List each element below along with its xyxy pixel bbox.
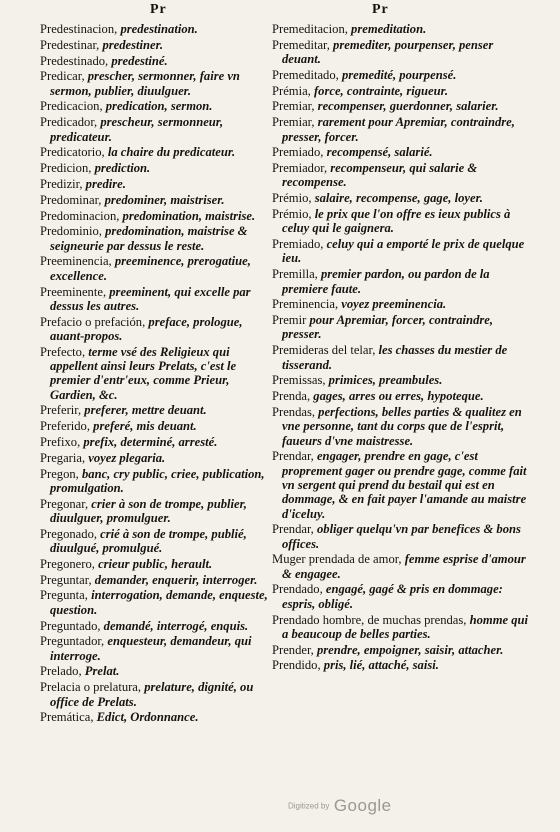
entry-translation: femme esprise d'amour & engagee. [282, 552, 526, 581]
entry-headword: Preguntador, [40, 634, 108, 649]
dictionary-entry [272, 191, 530, 205]
entry-translation: salaire, recompense, gage, loyer. [314, 191, 483, 206]
dictionary-entry [272, 658, 530, 672]
entry-translation: premier pardon, ou pardon de la premiere faute. [282, 267, 490, 296]
entry-headword: Pregonado, [40, 526, 101, 541]
dictionary-entry [40, 209, 268, 223]
entry-headword: Prendar, [272, 449, 317, 464]
dictionary-entry [40, 345, 268, 402]
entry-headword: Prendido, [272, 658, 324, 673]
entry-translation: preface, prologue, auant-propos. [50, 314, 243, 343]
entry-translation: la chaire du predicateur. [107, 145, 236, 160]
entry-headword: Prémio, [272, 191, 315, 206]
dictionary-entry [40, 254, 268, 283]
entry-headword: Predominacion, [40, 208, 123, 223]
entry-headword: Prender, [272, 642, 317, 657]
entry-headword: Predicacion, [40, 99, 106, 114]
entry-translation: demander, enquerir, interroger. [94, 572, 258, 587]
entry-translation: prendre, empoigner, saisir, attacher. [316, 642, 504, 657]
entry-translation: homme qui a beaucoup de belles parties. [282, 612, 529, 641]
entry-translation: predestination. [120, 22, 198, 36]
dictionary-entry [40, 557, 268, 571]
entry-headword: Premiado, [272, 145, 327, 160]
entry-translation: obliger quelqu'vn par benefices & bons offices. [282, 522, 521, 551]
dictionary-entry [40, 619, 268, 633]
entry-translation: Edict, Ordonnance. [96, 710, 199, 725]
entry-translation: premedité, pourpensé. [341, 67, 457, 82]
entry-headword: Premir [272, 313, 310, 328]
dictionary-entry [272, 207, 530, 236]
entry-translation: predomination, maistrise & seigneurie par dessus le reste. [50, 224, 248, 253]
entry-headword: Prefacio o prefación, [40, 314, 149, 329]
entry-headword: Preeminente, [40, 284, 110, 299]
entry-headword: Preguntar, [40, 572, 95, 587]
dictionary-entry [40, 115, 268, 144]
entry-headword: Prelado, [40, 664, 85, 679]
entry-translation: rarement pour Apremiar, contraindre, presser, forcer. [282, 115, 515, 144]
entry-translation: predestiné. [111, 53, 168, 68]
entry-translation: enquesteur, demandeur, qui interroge. [50, 634, 252, 663]
dictionary-entry [272, 582, 530, 611]
entry-headword: Pregunta, [40, 588, 92, 603]
entry-headword: Predizir, [40, 176, 86, 191]
dictionary-entry [272, 99, 530, 113]
dictionary-entry [40, 710, 268, 724]
entry-translation: prefix, determiné, arresté. [83, 435, 218, 450]
entry-translation: pour Apremiar, forcer, contraindre, presser. [282, 313, 493, 342]
dictionary-entry [272, 373, 530, 387]
dictionary-entry [272, 22, 530, 36]
entry-translation: force, contrainte, rigueur. [313, 83, 448, 98]
entry-headword: Preferir, [40, 403, 85, 418]
entry-headword: Pregaria, [40, 450, 89, 465]
entry-translation: preeminent, qui excelle par dessus les autres. [50, 284, 251, 313]
entry-headword: Prefecto, [40, 344, 89, 359]
entry-translation: recompenseur, qui salarie & recompense. [282, 161, 478, 190]
dictionary-entry [272, 389, 530, 403]
entry-headword: Predestinado, [40, 53, 112, 68]
entry-translation: predestiner. [102, 37, 163, 52]
entry-translation: banc, cry public, criee, publication, promulgation. [50, 466, 265, 495]
entry-headword: Premeditar, [272, 37, 334, 52]
entry-headword: Predestinar, [40, 37, 103, 52]
entry-translation: crieur public, herault. [98, 556, 213, 571]
entry-translation: predomination, maistrise. [122, 208, 256, 223]
entry-translation: crier à son de trompe, publier, diuulguer, promulguer. [50, 496, 247, 525]
entry-headword: Premiado, [272, 237, 327, 252]
entry-headword: Pregonero, [40, 556, 99, 571]
left-column [40, 22, 268, 726]
entry-translation: preeminence, prerogatiue, excellence. [50, 254, 251, 283]
entry-headword: Preminencia, [272, 297, 342, 312]
entry-translation: terme vsé des Religieux qui appellent ainsi leurs Prelats, c'est le premier d'entr'eux, comme Prieur, Gardien, &c. [50, 344, 237, 402]
entry-translation: primices, preambules. [328, 373, 443, 388]
entry-translation: voyez preeminencia. [341, 297, 447, 312]
entry-headword: Predicador, [40, 115, 101, 130]
dictionary-entry [272, 84, 530, 98]
entry-headword: Prefixo, [40, 435, 84, 450]
entry-headword: Muger prendada de amor, [272, 552, 405, 567]
dictionary-entry [272, 613, 530, 642]
entry-headword: Preguntado, [40, 618, 104, 633]
dictionary-entry [272, 68, 530, 82]
entry-translation: predominer, maistriser. [104, 192, 225, 207]
running-header-left: Pr [150, 2, 167, 17]
dictionary-entry [272, 297, 530, 311]
dictionary-entry [40, 315, 268, 344]
entry-translation: predire. [85, 176, 126, 191]
entry-headword: Premideras del telar, [272, 343, 379, 358]
entry-translation: prelature, dignité, ou office de Prelats. [50, 680, 254, 709]
right-column [272, 22, 530, 674]
dictionary-entry [40, 467, 268, 496]
entry-translation: prediction. [94, 161, 151, 176]
entry-headword: Prendas, [272, 404, 319, 419]
entry-headword: Prémio, [272, 207, 315, 222]
dictionary-entry [272, 405, 530, 448]
entry-headword: Pregon, [40, 466, 82, 481]
dictionary-entry [272, 161, 530, 190]
dictionary-entry [40, 680, 268, 709]
dictionary-entry [272, 552, 530, 581]
entry-headword: Premiador, [272, 161, 331, 176]
dictionary-entry [40, 588, 268, 617]
entry-headword: Predicion, [40, 161, 95, 176]
entry-translation: predication, sermon. [105, 99, 213, 114]
entry-headword: Preeminencia, [40, 254, 115, 269]
entry-headword: Prendado, [272, 582, 326, 597]
dictionary-entry [40, 177, 268, 191]
dictionary-entry [40, 419, 268, 433]
entry-translation: les chasses du mestier de tisserand. [282, 343, 508, 372]
entry-translation: premeditation. [351, 22, 427, 36]
dictionary-entry [40, 22, 268, 36]
dictionary-entry [272, 38, 530, 67]
dictionary-entry [272, 313, 530, 342]
dictionary-entry [40, 99, 268, 113]
entry-translation: recompenser, guerdonner, salarier. [317, 99, 499, 114]
entry-translation: engagé, gagé & pris en dommage: espris, obligé. [282, 582, 503, 611]
entry-translation: recompensé, salarié. [326, 145, 433, 160]
dictionary-entry [40, 285, 268, 314]
entry-headword: Premilla, [272, 267, 321, 282]
dictionary-entry [272, 643, 530, 657]
entry-translation: engager, prendre en gage, c'est proprement gager ou prendre gage, comme fait vn sergent qui prend du bestail qui est en dommage, & en fait payer l'amande au maistre d'iceluy. [282, 449, 527, 521]
dictionary-entry [40, 224, 268, 253]
entry-headword: Predicar, [40, 69, 88, 84]
entry-translation: prescheur, sermonneur, predicateur. [50, 115, 224, 144]
entry-translation: interrogation, demande, enqueste, question. [50, 588, 268, 617]
dictionary-entry [272, 237, 530, 266]
entry-headword: Prenda, [272, 389, 314, 404]
entry-headword: Pregonar, [40, 496, 92, 511]
dictionary-entry [40, 69, 268, 98]
entry-translation: prescher, sermonner, faire vn sermon, publier, diuulguer. [50, 69, 240, 98]
entry-headword: Predominio, [40, 224, 106, 239]
entry-headword: Predominar, [40, 192, 105, 207]
dictionary-entry [272, 115, 530, 144]
entry-headword: Prendado hombre, de muchas prendas, [272, 612, 470, 627]
entry-headword: Predicatorio, [40, 145, 108, 160]
entry-headword: Preferido, [40, 419, 94, 434]
entry-headword: Predestinacion, [40, 22, 121, 36]
entry-translation: pris, lié, attaché, saisi. [323, 658, 439, 673]
dictionary-entry [40, 161, 268, 175]
entry-translation: crié à son de trompe, publié, diuulgué, promulgué. [50, 526, 247, 556]
entry-translation: perfections, belles parties & qualitez en vne personne, tant du corps que de l'esprit, faueurs d'vne maistresse. [282, 404, 522, 448]
dictionary-entry [40, 451, 268, 465]
dictionary-entry [40, 497, 268, 526]
dictionary-entry [40, 527, 268, 556]
dictionary-entry [40, 193, 268, 207]
entry-headword: Prelacia o prelatura, [40, 680, 145, 695]
entry-headword: Premática, [40, 710, 97, 725]
entry-translation: preferer, mettre deuant. [84, 403, 207, 418]
entry-headword: Prémia, [272, 83, 314, 98]
dictionary-entry [272, 343, 530, 372]
dictionary-entry [40, 634, 268, 663]
entry-headword: Premeditacion, [272, 22, 352, 36]
entry-translation: voyez plegaria. [88, 450, 166, 465]
dictionary-entry [40, 403, 268, 417]
dictionary-entry [272, 449, 530, 520]
entry-translation: celuy qui a emporté le prix de quelque ieu. [282, 237, 525, 266]
digitized-by-text: Digitized by [288, 801, 330, 811]
dictionary-entry [40, 664, 268, 678]
entry-translation: le prix que l'on offre es ieux publics à celuy qui le gaignera. [282, 207, 511, 236]
dictionary-entry [40, 38, 268, 52]
entry-translation: Prelat. [84, 664, 120, 679]
dictionary-entry [272, 145, 530, 159]
entry-headword: Premiar, [272, 115, 318, 130]
dictionary-entry [40, 435, 268, 449]
dictionary-entry [40, 54, 268, 68]
entry-translation: premediter, pourpenser, penser deuant. [282, 37, 494, 67]
dictionary-entry [40, 573, 268, 587]
digitization-watermark [288, 796, 392, 816]
google-logo-text: Google [333, 796, 392, 815]
entry-translation: gages, arres ou erres, hypoteque. [313, 389, 484, 404]
entry-headword: Premeditado, [272, 67, 342, 82]
entry-headword: Prendar, [272, 522, 317, 537]
dictionary-entry [272, 522, 530, 551]
entry-headword: Premissas, [272, 373, 329, 388]
entry-translation: preferé, mis deuant. [93, 419, 197, 434]
entry-headword: Premiar, [272, 99, 318, 114]
dictionary-entry [272, 267, 530, 296]
entry-translation: demandé, interrogé, enquis. [103, 618, 249, 633]
running-header-right: Pr [372, 2, 389, 17]
dictionary-entry [40, 145, 268, 159]
